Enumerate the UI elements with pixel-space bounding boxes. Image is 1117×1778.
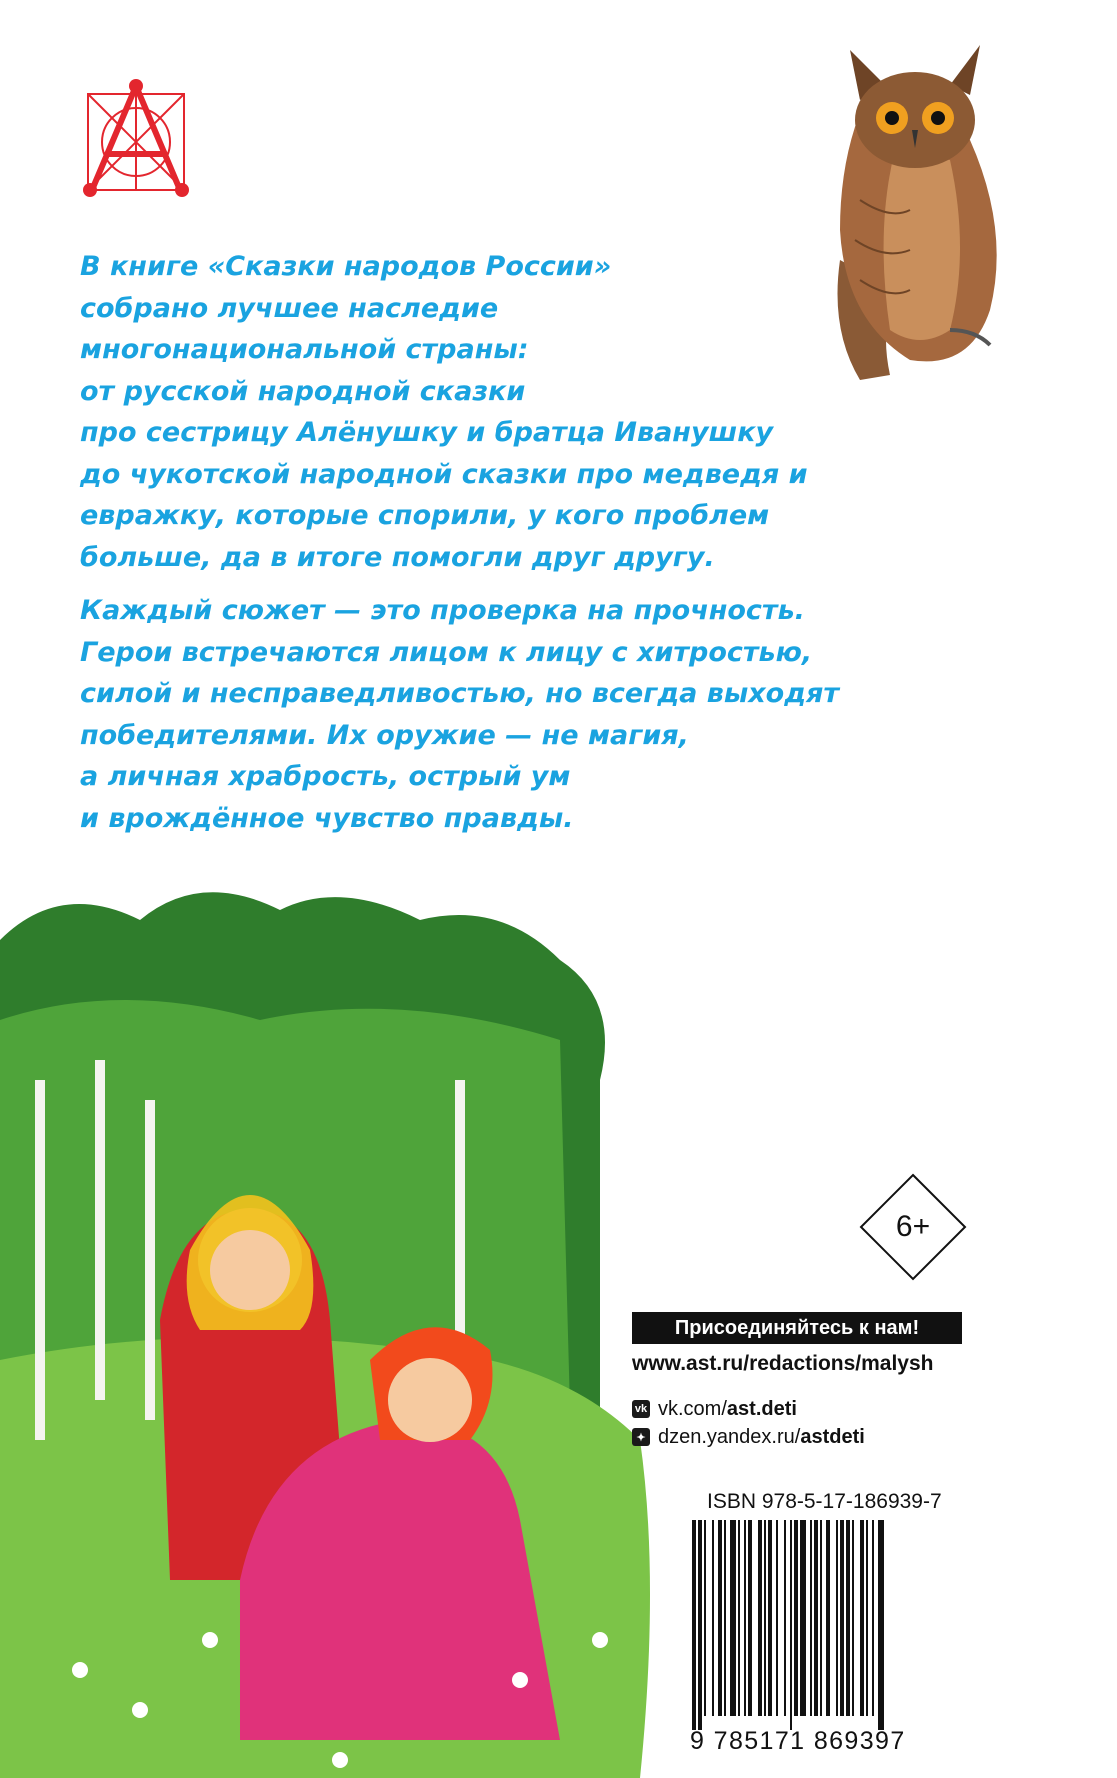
barcode-bar [800,1520,806,1716]
barcode-bar [692,1520,696,1730]
barcode-bar [878,1520,884,1730]
description-paragraph-1 [80,246,980,578]
barcode-bar [836,1520,838,1716]
dzen-handle: astdeti [800,1425,865,1448]
barcode-bar [794,1520,798,1716]
barcode-bar [814,1520,818,1716]
line: многонациональной страны: [80,334,529,365]
line: и врождённое чувство правды. [80,802,574,834]
line: про сестрицу Алёнушку и братца Иванушку [80,417,774,448]
barcode-bar [764,1520,766,1716]
barcode-digits: 9 785171 869397 [690,1727,906,1755]
line: В книге «Сказки народов России» [80,251,612,282]
line: Герои встречаются лицом к лицу с хитростью, [80,636,813,668]
barcode-bar [748,1520,752,1716]
barcode-bar [872,1520,874,1716]
barcode-bar [758,1520,762,1716]
barcode-bar [860,1520,864,1716]
line: собрано лучшее наследие [80,292,499,324]
barcode-bar [840,1520,844,1716]
publisher-site-link[interactable]: www.ast.ru/redactions/malysh [632,1352,934,1375]
barcode-bar [846,1520,850,1716]
barcode-bar [724,1520,726,1716]
barcode-bar [730,1520,736,1716]
barcode-bar [820,1520,822,1716]
line: до чукотской народной сказки про медведя и [80,458,808,490]
vk-icon: vk [632,1400,650,1418]
barcode-bar [784,1520,786,1716]
barcode-bar [698,1520,702,1730]
line: силой и несправедливостью, но всегда выходят [80,678,840,709]
line: а личная храбрость, острый ум [80,761,571,792]
vk-link[interactable] [632,1396,797,1422]
isbn-label: ISBN 978-5-17-186939-7 [707,1490,942,1513]
barcode-bar [852,1520,854,1716]
line: победителями. Их оружие — не магия, [80,719,689,751]
description-paragraph-2 [80,590,980,839]
line: Каждый сюжет — это проверка на прочность. [80,595,805,626]
join-us-heading: Присоединяйтесь к нам! [632,1312,962,1344]
barcode-bar [826,1520,830,1716]
vk-prefix: vk.com/ [658,1397,727,1420]
line: евражку, которые спорили, у кого проблем [80,500,770,531]
barcode-bar [704,1520,706,1716]
isbn-barcode [690,1520,942,1730]
age-rating-text: 6+ [895,1210,931,1243]
barcode-bar [718,1520,722,1716]
barcode-bar [768,1520,772,1716]
vk-handle: ast.deti [726,1397,797,1420]
line: от русской народной сказки [80,375,526,407]
dzen-link[interactable] [632,1424,865,1450]
barcode-bar [712,1520,714,1716]
barcode-bar [810,1520,812,1716]
dzen-prefix: dzen.yandex.ru/ [658,1425,801,1448]
girls-meadow-illustration [0,880,660,1778]
barcode-bar [738,1520,740,1716]
publisher-logo [78,78,198,208]
dzen-icon: ✦ [632,1428,650,1446]
line: больше, да в итоге помогли друг другу. [80,541,715,573]
barcode-bar [776,1520,778,1716]
barcode-bar [790,1520,792,1730]
barcode-bar [866,1520,868,1716]
book-description [80,246,980,851]
barcode-bar [744,1520,746,1716]
